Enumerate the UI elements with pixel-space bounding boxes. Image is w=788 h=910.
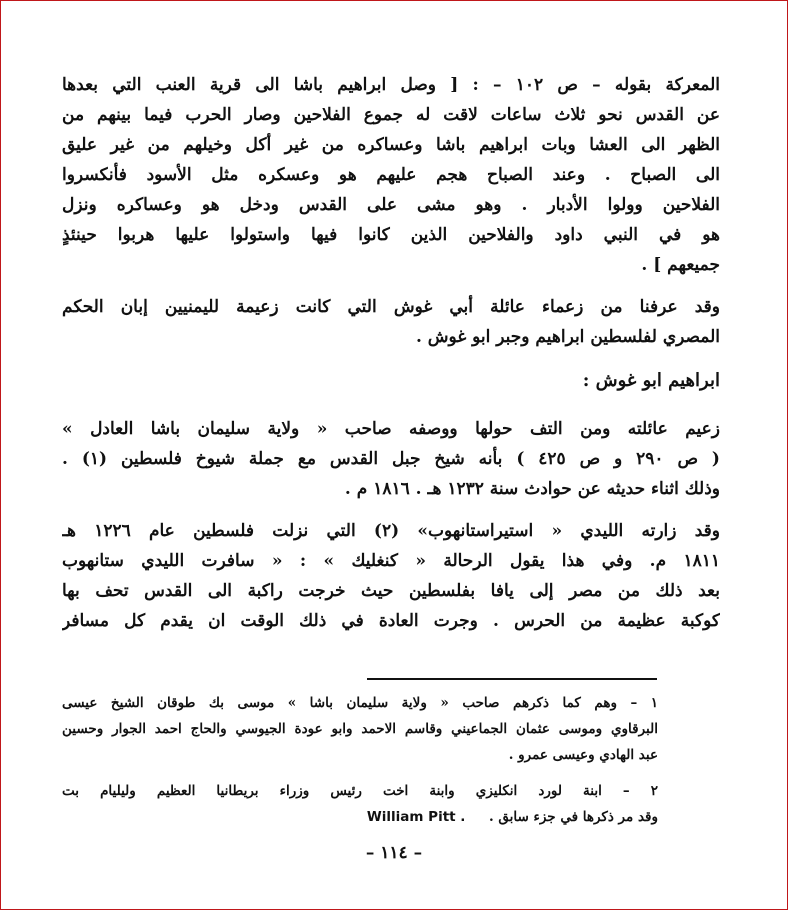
footnote-line: البرقاوي وموسى عثمان الجماعيني وقاسم الاحمد وابو عودة الجيوسي والحاج احمد الجوار وحسين [62, 721, 658, 737]
footnote-line: ١ – وهم كما ذكرهم صاحب « ولاية سليمان باشا » موسى بك طوقان الشيخ عيسى [62, 695, 658, 711]
text-line: الفلاحين وولوا الأدبار . وهو مشى على القدس ودخل هو وعساكره ونزل [62, 195, 720, 215]
text-line: ١٨١١ م. وفي هذا يقول الرحالة « كنغليك » : « سافرت الليدي ستانهوب [62, 551, 720, 571]
paragraph-battle-quote [62, 70, 720, 280]
page-number: – ١١٤ – [365, 843, 423, 863]
main-text [62, 70, 720, 648]
section-heading: ابراهيم ابو غوش : [582, 370, 720, 391]
text-line: ( ص ٢٩٠ و ص ٤٢٥ ) بأنه شيخ جبل القدس مع جملة شيوخ فلسطين (١) . [62, 449, 720, 469]
text-line: جميعهم ] . [641, 255, 720, 275]
text-line: عن القدس نحو ثلاث ساعات لاقت له جموع الفلاحين وصار الحرب فيما بينهم من [62, 105, 720, 125]
text-line: هو في النبي داود والفلاحين الذين كانوا فيها واستولوا عليها هربوا حينئذٍ [62, 225, 720, 245]
footnote-latin-name: William Pitt . [366, 809, 466, 825]
footnote-1 [62, 690, 658, 768]
footnote-text: وقد مر ذكرها في جزء سابق . [488, 809, 658, 825]
paragraph-ibrahim-leader [62, 414, 720, 504]
footnote-line: عبد الهادي وعيسى عمرو . [508, 747, 658, 763]
footnote-line: ٢ – ابنة لورد انكليزي وابنة اخت رئيس وزراء بريطانيا العظيم وليليام بت [62, 783, 658, 799]
footnotes [62, 690, 658, 830]
text-line: بعد ذلك من مصر إلى يافا بفلسطين حيث خرجت راكبة الى القدس تحف بها [62, 581, 720, 601]
text-line: الى الصباح . وعند الصباح هجم عليهم هو وعسكره مثل الأسود فأنكسروا [62, 165, 720, 185]
text-line: المصري لفلسطين ابراهيم وجبر ابو غوش . [415, 327, 720, 347]
footnote-line-last [62, 804, 658, 830]
footnote-2 [62, 778, 658, 830]
text-line: المعركة بقوله – ص ١٠٢ – : [ وصل ابراهيم باشا الى قرية العنب التي بعدها [62, 75, 720, 95]
text-line: وقد زارته الليدي « استيراستانهوب» (٢) التي نزلت فلسطين عام ١٢٢٦ هـ [62, 521, 720, 541]
text-line: الظهر الى العشا وبات ابراهيم باشا وعساكره من غير أكل وخيلهم من غير عليق [62, 135, 720, 155]
text-line: وذلك اثناء حديثه عن حوادث سنة ١٢٣٢ هـ . ١٨١٦ م . [344, 479, 720, 499]
text-line: وقد عرفنا من زعماء عائلة أبي غوش التي كانت زعيمة لليمنيين إبان الحكم [62, 297, 720, 317]
paragraph-abu-ghosh-leaders [62, 292, 720, 352]
paragraph-lady-stanhope [62, 516, 720, 636]
text-line: كوكبة عظيمة من الحرس . وجرت العادة في ذلك الوقت ان يقدم كل مسافر [62, 611, 720, 631]
text-line: زعيم عائلته ومن التف حولها ووصفه صاحب « ولاية سليمان باشا العادل » [62, 419, 720, 439]
footnote-divider [367, 678, 657, 680]
